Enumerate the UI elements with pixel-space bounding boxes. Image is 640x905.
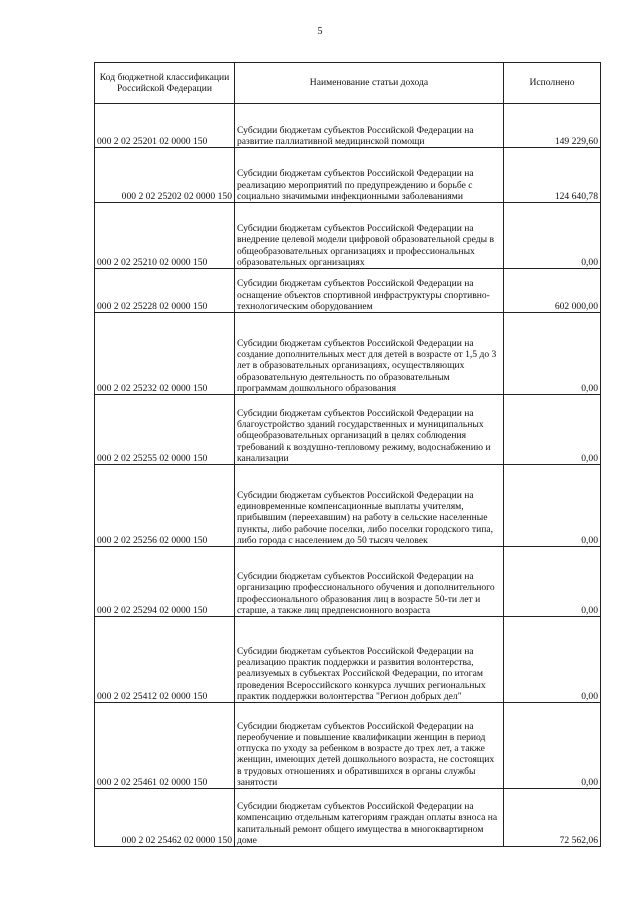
row-name: Субсидии бюджетам субъектов Российской Федерации на организацию профессионального обучения и дополнительного профессионального образования лиц в возрасте 50-ти лет и старше, а также лиц предпенсионного возраста xyxy=(235,547,504,617)
table-row xyxy=(95,203,601,269)
row-code: 000 2 02 25201 02 0000 150 xyxy=(95,104,235,148)
page-number: 5 xyxy=(317,26,323,37)
table-row xyxy=(95,547,601,617)
row-code: 000 2 02 25461 02 0000 150 xyxy=(95,703,235,789)
header-name: Наименование статьи дохода xyxy=(235,63,504,104)
row-amount: 124 640,78 xyxy=(504,148,601,203)
row-code: 000 2 02 25210 02 0000 150 xyxy=(95,203,235,269)
row-amount: 602 000,00 xyxy=(504,269,601,313)
row-amount: 0,00 xyxy=(504,395,601,465)
row-code: 000 2 02 25232 02 0000 150 xyxy=(95,313,235,395)
row-name: Субсидии бюджетам субъектов Российской Федерации на создание дополнительных мест для детей в возрасте от 1,5 до 3 лет в образовательных организациях, осуществляющих образовательную деятельность по образовательным программам дошкольного образования xyxy=(235,313,504,395)
row-code: 000 2 02 25462 02 0000 150 xyxy=(95,789,235,847)
row-code: 000 2 02 25412 02 0000 150 xyxy=(95,617,235,703)
row-code: 000 2 02 25228 02 0000 150 xyxy=(95,269,235,313)
table-row xyxy=(95,148,601,203)
row-name: Субсидии бюджетам субъектов Российской Федерации на компенсацию отдельным категориям граждан оплаты взноса на капитальный ремонт общего имущества в многоквартирном доме xyxy=(235,789,504,847)
table-row xyxy=(95,703,601,789)
budget-revenue-table xyxy=(94,62,601,847)
header-code: Код бюджетной классификации Российской Федерации xyxy=(95,63,235,104)
row-code: 000 2 02 25202 02 0000 150 xyxy=(95,148,235,203)
row-amount: 0,00 xyxy=(504,313,601,395)
row-amount: 0,00 xyxy=(504,203,601,269)
row-name: Субсидии бюджетам субъектов Российской Федерации на развитие паллиативной медицинской помощи xyxy=(235,104,504,148)
table-row xyxy=(95,465,601,547)
row-name: Субсидии бюджетам субъектов Российской Федерации на реализацию практик поддержки и развития волонтерства, реализуемых в субъектах Российской Федерации, по итогам проведения Всероссийского конкурса лучших региональных практик поддержки волонтерства "Регион добрых дел" xyxy=(235,617,504,703)
row-amount: 72 562,06 xyxy=(504,789,601,847)
row-name: Субсидии бюджетам субъектов Российской Федерации на реализацию мероприятий по предупреждению и борьбе с социально значимыми инфекционными заболеваниями xyxy=(235,148,504,203)
row-code: 000 2 02 25256 02 0000 150 xyxy=(95,465,235,547)
table-row xyxy=(95,104,601,148)
row-amount: 0,00 xyxy=(504,617,601,703)
table-row xyxy=(95,313,601,395)
row-name: Субсидии бюджетам субъектов Российской Федерации на внедрение целевой модели цифровой образовательной среды в общеобразовательных организациях и профессиональных образовательных организациях xyxy=(235,203,504,269)
row-amount: 0,00 xyxy=(504,547,601,617)
table-row xyxy=(95,789,601,847)
row-name: Субсидии бюджетам субъектов Российской Федерации на оснащение объектов спортивной инфраструктуры спортивно-технологическим оборудованием xyxy=(235,269,504,313)
row-name: Субсидии бюджетам субъектов Российской Федерации на единовременные компенсационные выплаты учителям, прибывшим (переехавшим) на работу в сельские населенные пункты, либо рабочие поселки, либо поселки городского типа, либо города с населением до 50 тысяч человек xyxy=(235,465,504,547)
row-code: 000 2 02 25255 02 0000 150 xyxy=(95,395,235,465)
row-code: 000 2 02 25294 02 0000 150 xyxy=(95,547,235,617)
row-name: Субсидии бюджетам субъектов Российской Федерации на благоустройство зданий государственных и муниципальных общеобразовательных организаций в целях соблюдения требований к воздушно-тепловому режиму, водоснабжению и канализации xyxy=(235,395,504,465)
table-header-row xyxy=(95,63,601,104)
header-executed: Исполнено xyxy=(504,63,601,104)
row-amount: 149 229,60 xyxy=(504,104,601,148)
row-amount: 0,00 xyxy=(504,465,601,547)
row-name: Субсидии бюджетам субъектов Российской Федерации на переобучение и повышение квалификации женщин в период отпуска по уходу за ребенком в возрасте до трех лет, а также женщин, имеющих детей дошкольного возраста, не состоящих в трудовых отношениях и обратившихся в органы службы занятости xyxy=(235,703,504,789)
table-row xyxy=(95,617,601,703)
table-row xyxy=(95,269,601,313)
row-amount: 0,00 xyxy=(504,703,601,789)
table-row xyxy=(95,395,601,465)
